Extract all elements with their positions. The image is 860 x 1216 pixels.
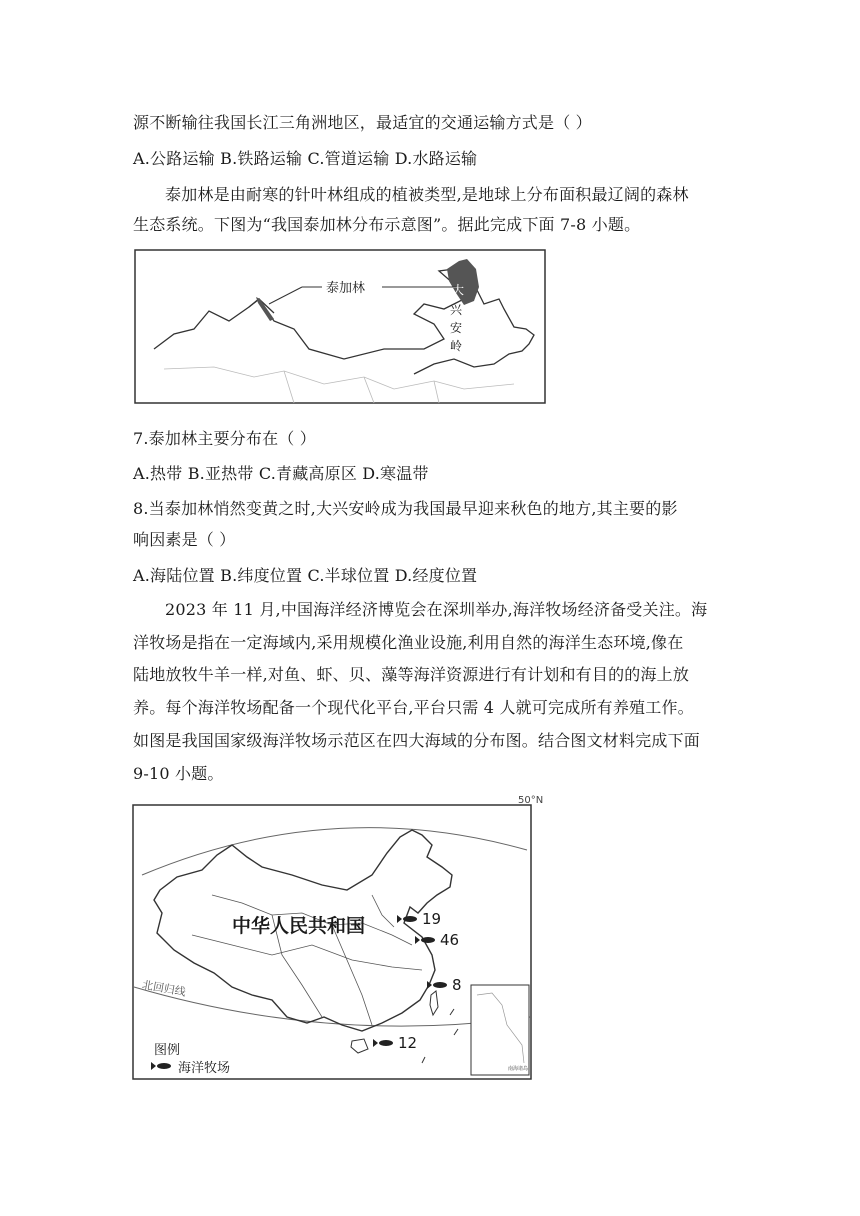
- paragraph-ocean-line-1: 2023 年 11 月,中国海洋经济博览会在深圳举办,海洋牧场经济备受关注。海: [165, 600, 708, 619]
- taiga-map: [134, 249, 546, 404]
- ranch-count-12: 12: [398, 1034, 418, 1052]
- latitude-50n-label: 50°N: [518, 795, 544, 806]
- ranch-count-8: 8: [452, 976, 462, 994]
- paragraph-ocean-line-3: 陆地放牧牛羊一样,对鱼、虾、贝、藻等海洋资源进行有计划和有目的的海上放: [133, 665, 690, 684]
- daxinganling-label-4: 岭: [450, 339, 463, 353]
- tropic-label: 北回归线: [141, 978, 187, 999]
- country-label: 中华人民共和国: [232, 915, 366, 937]
- ocean-ranch-map: [132, 795, 554, 1081]
- ranch-count-46: 46: [440, 931, 460, 949]
- daxinganling-label-1: 大: [452, 283, 465, 297]
- paragraph-taiga-line-2: 生态系统。下图为“我国泰加林分布示意图”。据此完成下面 7-8 小题。: [133, 215, 641, 234]
- daxinganling-label-3: 安: [450, 321, 463, 335]
- paragraph-ocean-line-2: 洋牧场是指在一定海域内,采用规模化渔业设施,利用自然的海洋生态环境,像在: [133, 633, 684, 652]
- options-q7: A.热带 B.亚热带 C.青藏高原区 D.寒温带: [133, 464, 429, 483]
- paragraph-taiga-line-1: 泰加林是由耐寒的针叶林组成的植被类型,是地球上分布面积最辽阔的森林: [165, 185, 689, 204]
- question-7: 7.泰加林主要分布在（ ）: [133, 429, 316, 448]
- paragraph-ocean-line-6: 9-10 小题。: [133, 764, 224, 783]
- text-line-1: 源不断输往我国长江三角洲地区，最适宜的交通运输方式是（ ）: [133, 113, 592, 132]
- legend-title: 图例: [154, 1043, 181, 1058]
- inset-caption: 南海诸岛: [508, 1066, 529, 1072]
- question-8-line-2: 响因素是（ ）: [133, 530, 236, 549]
- option-line-q6: A.公路运输 B.铁路运输 C.管道运输 D.水路运输: [133, 149, 478, 168]
- legend-item-label: 海洋牧场: [178, 1061, 231, 1076]
- paragraph-ocean-line-4: 养。每个海洋牧场配备一个现代化平台,平台只需 4 人就可完成所有养殖工作。: [133, 698, 694, 717]
- paragraph-ocean-line-5: 如图是我国国家级海洋牧场示范区在四大海域的分布图。结合图文材料完成下面: [133, 731, 701, 750]
- question-8-line-1: 8.当泰加林悄然变黄之时,大兴安岭成为我国最早迎来秋色的地方,其主要的影: [133, 499, 678, 518]
- taiga-label: 泰加林: [326, 277, 365, 296]
- ranch-count-19: 19: [422, 910, 442, 928]
- options-q8: A.海陆位置 B.纬度位置 C.半球位置 D.经度位置: [133, 566, 478, 585]
- daxinganling-label-2: 兴: [450, 303, 463, 317]
